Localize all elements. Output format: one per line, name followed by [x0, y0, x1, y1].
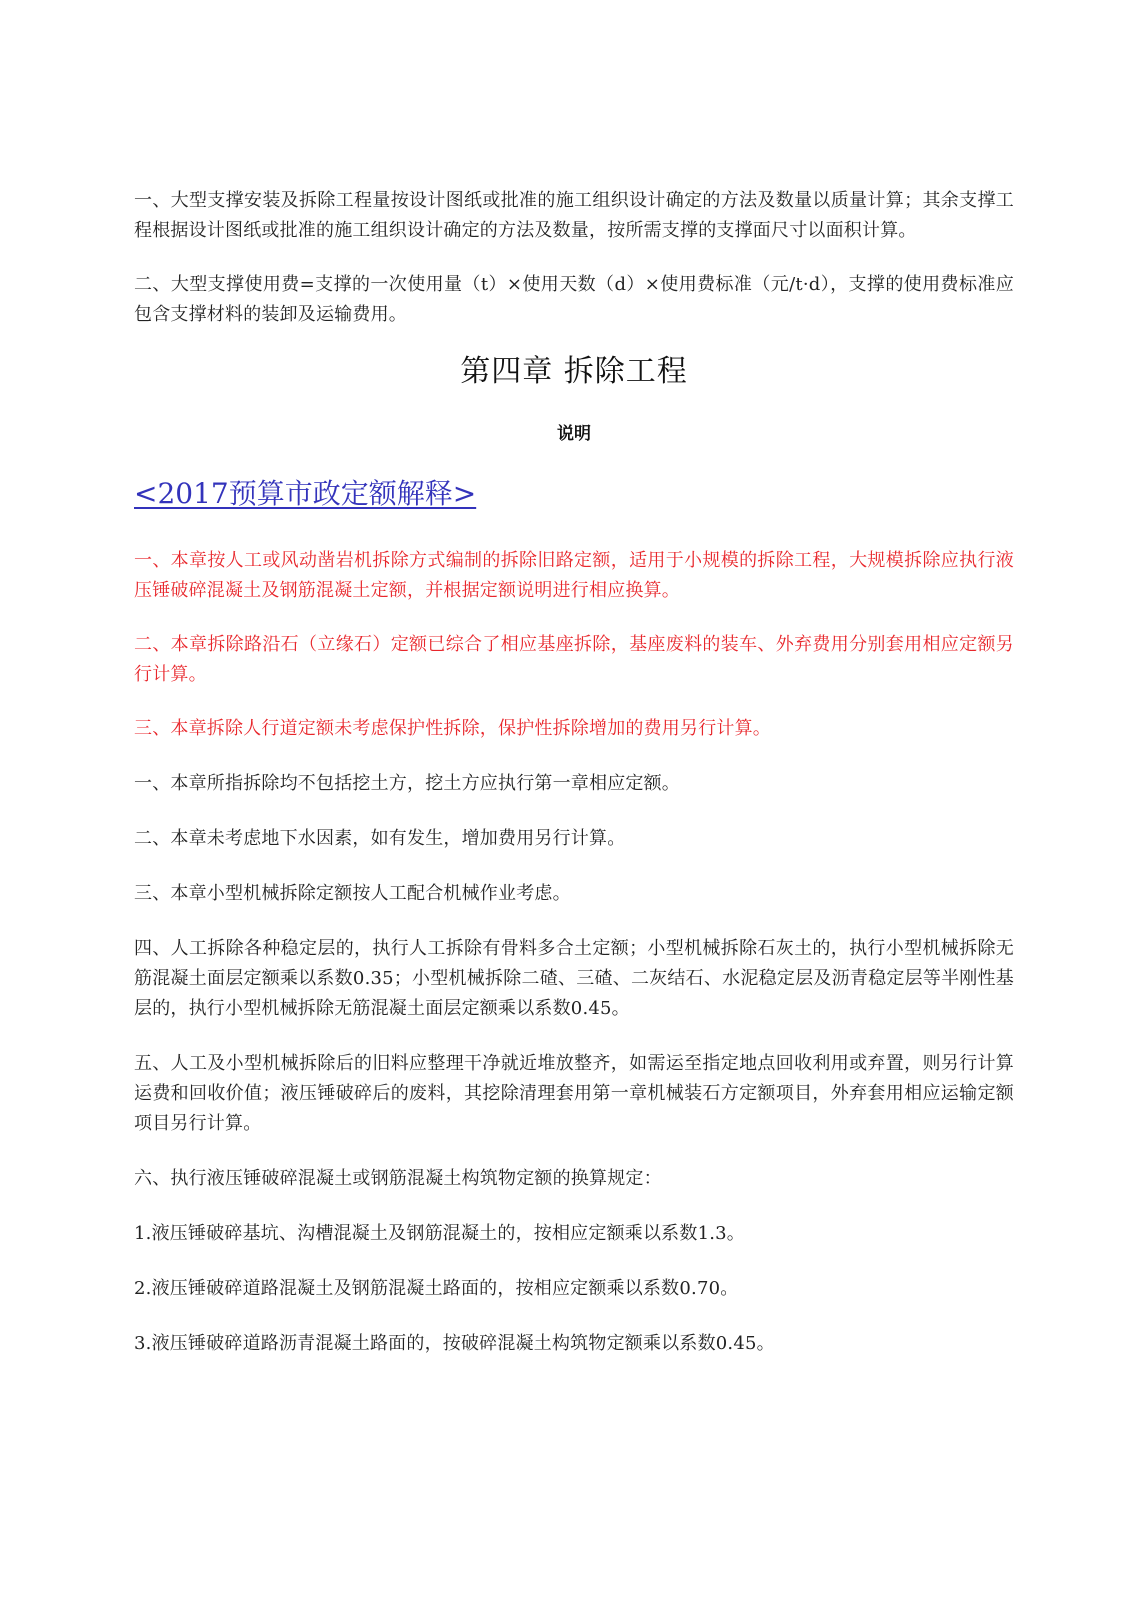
link-row: [134, 476, 1014, 512]
chapter-title: 第四章 拆除工程: [460, 354, 688, 389]
support-paragraph-2: 二、大型支撑使用费=支撑的一次使用量（t）×使用天数（d）×使用费标准（元/t·d），支撑的使用费标准应包含支撑材料的装卸及运输费用。: [134, 274, 1014, 325]
support-paragraph-1: 一、大型支撑安装及拆除工程量按设计图纸或批准的施工组织设计确定的方法及数量以质量计算；其余支撑工程根据设计图纸或批准的施工组织设计确定的方法及数量，按所需支撑的支撑面尺寸以面积计算。: [134, 190, 1014, 241]
note-paragraph-4: 四、人工拆除各种稳定层的，执行人工拆除有骨料多合土定额；小型机械拆除石灰土的，执行小型机械拆除无筋混凝土面层定额乘以系数0.35；小型机械拆除二碴、三碴、二灰结石、水泥稳定层及沥青稳定层等半刚性基层的，执行小型机械拆除无筋混凝土面层定额乘以系数0.45。: [134, 938, 1014, 1019]
section-label: 说明: [557, 424, 591, 444]
document-page: [134, 186, 1014, 1359]
note-item-1: 1.液压锤破碎基坑、沟槽混凝土及钢筋混凝土的，按相应定额乘以系数1.3。: [134, 1223, 745, 1244]
interpretation-paragraph-2: 二、本章拆除路沿石（立缘石）定额已综合了相应基座拆除，基座废料的装车、外弃费用分别套用相应定额另行计算。: [134, 634, 1014, 685]
note-paragraph-5: 五、人工及小型机械拆除后的旧料应整理干净就近堆放整齐，如需运至指定地点回收利用或弃置，则另行计算运费和回收价值；液压锤破碎后的废料，其挖除清理套用第一章机械装石方定额项目，外弃套用相应运输定额项目另行计算。: [134, 1053, 1014, 1134]
interpretation-paragraph-3: 三、本章拆除人行道定额未考虑保护性拆除，保护性拆除增加的费用另行计算。: [134, 718, 771, 739]
note-item-3: 3.液压锤破碎道路沥青混凝土路面的，按破碎混凝土构筑物定额乘以系数0.45。: [134, 1333, 775, 1354]
note-paragraph-2: 二、本章未考虑地下水因素，如有发生，增加费用另行计算。: [134, 828, 626, 849]
note-item-2: 2.液压锤破碎道路混凝土及钢筋混凝土路面的，按相应定额乘以系数0.70。: [134, 1278, 739, 1299]
note-paragraph-6: 六、执行液压锤破碎混凝土或钢筋混凝土构筑物定额的换算规定：: [134, 1168, 662, 1189]
quota-interpretation-link[interactable]: <2017预算市政定额解释>: [134, 477, 477, 510]
interpretation-paragraph-1: 一、本章按人工或风动凿岩机拆除方式编制的拆除旧路定额，适用于小规模的拆除工程，大规模拆除应执行液压锤破碎混凝土及钢筋混凝土定额，并根据定额说明进行相应换算。: [134, 550, 1014, 601]
note-paragraph-3: 三、本章小型机械拆除定额按人工配合机械作业考虑。: [134, 883, 571, 904]
note-paragraph-1: 一、本章所指拆除均不包括挖土方，挖土方应执行第一章相应定额。: [134, 773, 680, 794]
